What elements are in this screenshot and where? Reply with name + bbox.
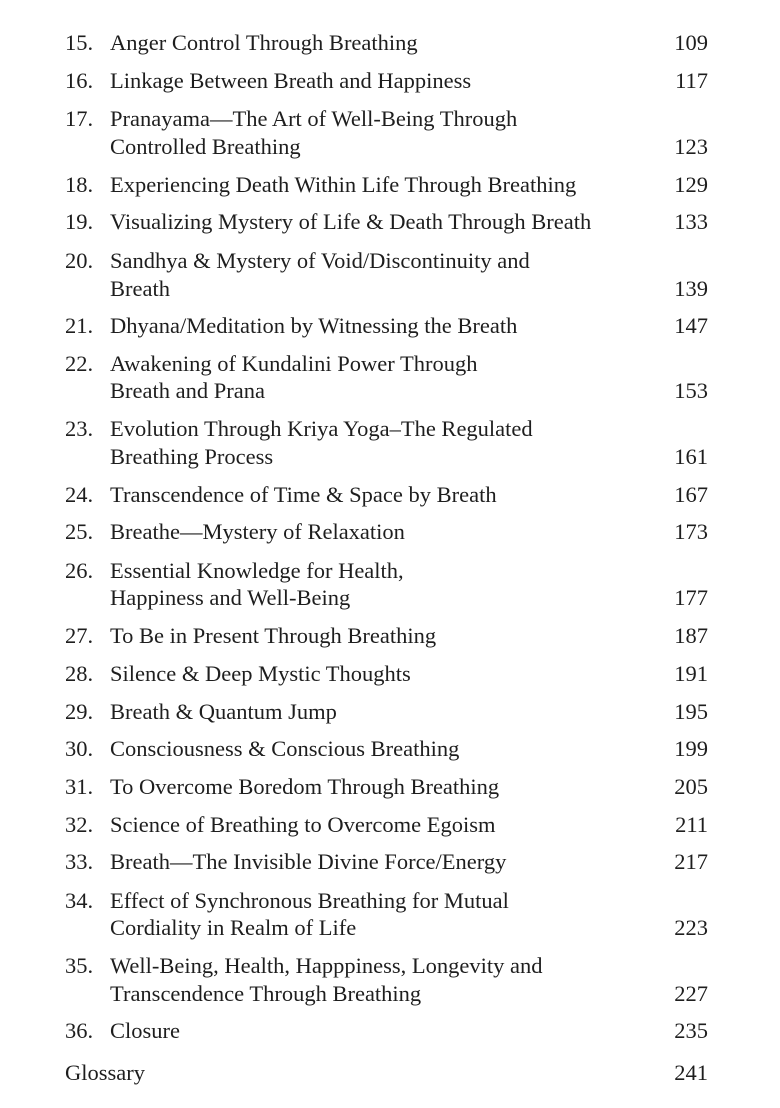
toc-entry	[0, 480, 780, 510]
chapter-number: 22.	[65, 351, 94, 376]
page-number: 205	[674, 774, 708, 799]
chapter-number: 32.	[65, 812, 94, 837]
toc-entry	[0, 621, 780, 651]
glossary-title: Glossary	[65, 1060, 145, 1085]
toc-entry	[0, 349, 780, 379]
toc-entry-continuation	[0, 274, 780, 304]
toc-entry	[0, 170, 780, 200]
toc-entry	[0, 28, 780, 58]
chapter-title: Dhyana/Meditation by Witnessing the Breath	[110, 313, 518, 338]
chapter-title: Transcendence of Time & Space by Breath	[110, 482, 497, 507]
page-number: 217	[674, 849, 708, 874]
chapter-number: 23.	[65, 416, 94, 441]
chapter-number: 25.	[65, 519, 94, 544]
chapter-title: Essential Knowledge for Health,	[110, 558, 404, 583]
chapter-number: 35.	[65, 953, 94, 978]
page-number: 123	[674, 134, 708, 159]
chapter-number: 29.	[65, 699, 94, 724]
page-number: 241	[674, 1060, 708, 1085]
chapter-title: Pranayama—The Art of Well-Being Through	[110, 106, 518, 131]
chapter-title: Breathe—Mystery of Relaxation	[110, 519, 405, 544]
page-number: 195	[674, 699, 708, 724]
toc-entry	[0, 659, 780, 689]
toc-entry-glossary	[0, 1058, 780, 1088]
toc-entry	[0, 697, 780, 727]
chapter-number: 19.	[65, 209, 94, 234]
page-number: 227	[674, 981, 708, 1006]
toc-entry	[0, 847, 780, 877]
chapter-title: Well-Being, Health, Happpiness, Longevity and	[110, 953, 543, 978]
chapter-title: To Overcome Boredom Through Breathing	[110, 774, 500, 799]
toc-entry-continuation	[0, 979, 780, 1009]
chapter-title: Sandhya & Mystery of Void/Discontinuity and	[110, 248, 530, 273]
chapter-title: Breath—The Invisible Divine Force/Energy	[110, 849, 507, 874]
chapter-number: 15.	[65, 30, 94, 55]
toc-entry	[0, 1016, 780, 1046]
toc-entry	[0, 414, 780, 444]
page-number: 177	[674, 585, 708, 610]
toc-entry	[0, 311, 780, 341]
page-number: 187	[674, 623, 708, 648]
page-number: 153	[674, 378, 708, 403]
chapter-title: Effect of Synchronous Breathing for Mutual	[110, 888, 509, 913]
toc-entry-continuation	[0, 132, 780, 162]
page-number: 139	[674, 276, 708, 301]
page-number: 167	[674, 482, 708, 507]
chapter-title: Evolution Through Kriya Yoga–The Regulated	[110, 416, 533, 441]
page-number: 211	[675, 812, 708, 837]
chapter-number: 31.	[65, 774, 94, 799]
toc-entry	[0, 772, 780, 802]
chapter-title-line-2: Controlled Breathing	[110, 134, 301, 159]
chapter-title: To Be in Present Through Breathing	[110, 623, 437, 648]
toc-entry	[0, 951, 780, 981]
chapter-number: 27.	[65, 623, 94, 648]
chapter-title-line-2: Happiness and Well-Being	[110, 585, 351, 610]
chapter-title: Consciousness & Conscious Breathing	[110, 736, 460, 761]
chapter-title: Closure	[110, 1018, 180, 1043]
chapter-title-line-2: Transcendence Through Breathing	[110, 981, 422, 1006]
toc-entry	[0, 810, 780, 840]
toc-entry	[0, 104, 780, 134]
toc-entry-continuation	[0, 376, 780, 406]
chapter-title: Breath & Quantum Jump	[110, 699, 337, 724]
chapter-number: 28.	[65, 661, 94, 686]
chapter-title: Linkage Between Breath and Happiness	[110, 68, 472, 93]
page-number: 117	[675, 68, 708, 93]
chapter-number: 24.	[65, 482, 94, 507]
page-number: 109	[674, 30, 708, 55]
chapter-number: 18.	[65, 172, 94, 197]
chapter-number: 33.	[65, 849, 94, 874]
chapter-number: 21.	[65, 313, 94, 338]
chapter-number: 26.	[65, 558, 94, 583]
page-number: 191	[674, 661, 708, 686]
toc-entry-continuation	[0, 913, 780, 943]
toc-entry	[0, 886, 780, 916]
chapter-title: Silence & Deep Mystic Thoughts	[110, 661, 411, 686]
toc-entry	[0, 517, 780, 547]
chapter-title: Experiencing Death Within Life Through Breathing	[110, 172, 577, 197]
page-number: 129	[674, 172, 708, 197]
chapter-title: Visualizing Mystery of Life & Death Through Breath	[110, 209, 592, 234]
chapter-title-line-2: Breathing Process	[110, 444, 274, 469]
toc-entry-continuation	[0, 442, 780, 472]
toc-entry	[0, 207, 780, 237]
toc-entry	[0, 66, 780, 96]
page-number: 173	[674, 519, 708, 544]
toc-entry-continuation	[0, 583, 780, 613]
chapter-number: 30.	[65, 736, 94, 761]
page-number: 161	[674, 444, 708, 469]
toc-entry	[0, 246, 780, 276]
chapter-number: 17.	[65, 106, 94, 131]
toc-entry	[0, 556, 780, 586]
chapter-title-line-2: Breath and Prana	[110, 378, 265, 403]
page-number: 199	[674, 736, 708, 761]
chapter-number: 16.	[65, 68, 94, 93]
chapter-title-line-2: Breath	[110, 276, 170, 301]
chapter-title: Anger Control Through Breathing	[110, 30, 418, 55]
toc-entry	[0, 734, 780, 764]
chapter-title: Science of Breathing to Overcome Egoism	[110, 812, 496, 837]
chapter-title-line-2: Cordiality in Realm of Life	[110, 915, 357, 940]
chapter-number: 20.	[65, 248, 94, 273]
page-number: 223	[674, 915, 708, 940]
page-number: 235	[674, 1018, 708, 1043]
chapter-number: 36.	[65, 1018, 94, 1043]
chapter-number: 34.	[65, 888, 94, 913]
page-number: 147	[674, 313, 708, 338]
page-number: 133	[674, 209, 708, 234]
chapter-title: Awakening of Kundalini Power Through	[110, 351, 478, 376]
